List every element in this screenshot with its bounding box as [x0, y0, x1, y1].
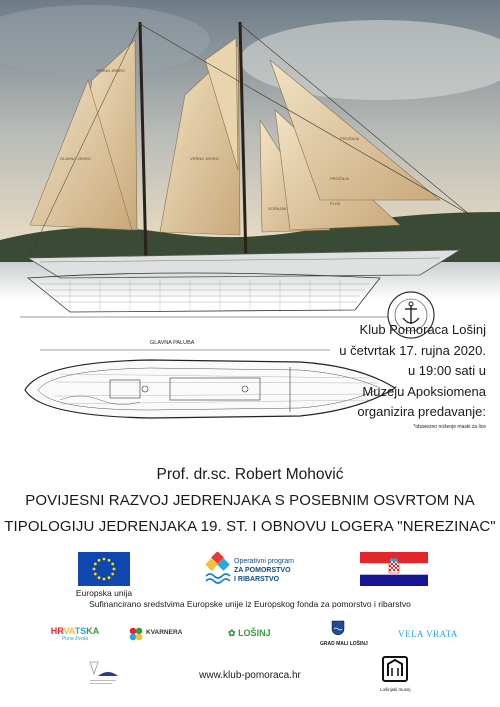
sail-label: VRŠNO JEDRO — [190, 156, 219, 161]
lecture-title-line1: POVIJESNI RAZVOJ JEDRENJAKA S POSEBNIM OSVRTOM NA — [25, 492, 475, 509]
funding-note: Sufinancirano sredstvima Europske unije iz Europskog fonda za pomorstvo i ribarstvo — [89, 599, 411, 609]
website-link[interactable]: www.klub-pomoraca.hr — [199, 670, 301, 681]
sail-label: SOŠNJAK — [268, 206, 287, 211]
ship-photo — [0, 0, 500, 300]
croatia-flag — [360, 552, 428, 586]
sail-label: VRŠNO JEDRO — [96, 68, 125, 73]
sail-label: PROČNJA — [330, 176, 350, 181]
speaker-name: Prof. dr.sc. Robert Mohović — [156, 466, 344, 483]
kvarner-logo — [128, 626, 144, 647]
lecture-title-line2: TIPOLOGIJU JEDRENJAKA 19. ST. I OBNOVU LOGERA "NEREZINAC" — [4, 518, 496, 535]
losinj-museum-logo: Lošinjski muzej — [380, 656, 410, 692]
eu-flag-logo — [78, 552, 130, 586]
event-venue: Muzeju Apoksiomena — [362, 383, 486, 399]
op-line1: Operativni program — [234, 558, 294, 565]
croatia-tourism-logo: HRVATSKA Puna života — [50, 626, 100, 642]
announcement-block — [339, 320, 486, 431]
mask-note: *obavezno nošenje maski za lice — [413, 423, 486, 430]
event-action: organizira predavanje: — [357, 404, 486, 419]
event-time: u 19:00 sati u — [407, 363, 486, 378]
sail-label: PROČNJA — [340, 136, 360, 141]
op-line3: I RIBARSTVO — [234, 576, 280, 583]
deck-label: GLAVNA PALUBA — [150, 340, 195, 346]
kvarner-label: KVARNERA — [146, 629, 183, 636]
op-line2: ZA POMORSTVO — [234, 567, 291, 574]
op-program-icon — [204, 552, 232, 589]
vela-vrata-logo: VELA VRATA — [398, 629, 458, 639]
mali-losinj-logo: GRAD MALI LOŠINJ — [320, 620, 356, 647]
losinj-logo: ✿ LOŠINJ — [228, 628, 271, 638]
eu-label: Europska unija — [75, 588, 133, 598]
club-name: Klub Pomoraca Lošinj — [359, 322, 486, 337]
sail-label: GLAVNO JEDRO — [60, 156, 92, 161]
op-program-logo — [234, 557, 294, 584]
sail-label: FLOK — [330, 201, 341, 206]
event-date: u četvrtak 17. rujna 2020. — [339, 342, 486, 358]
